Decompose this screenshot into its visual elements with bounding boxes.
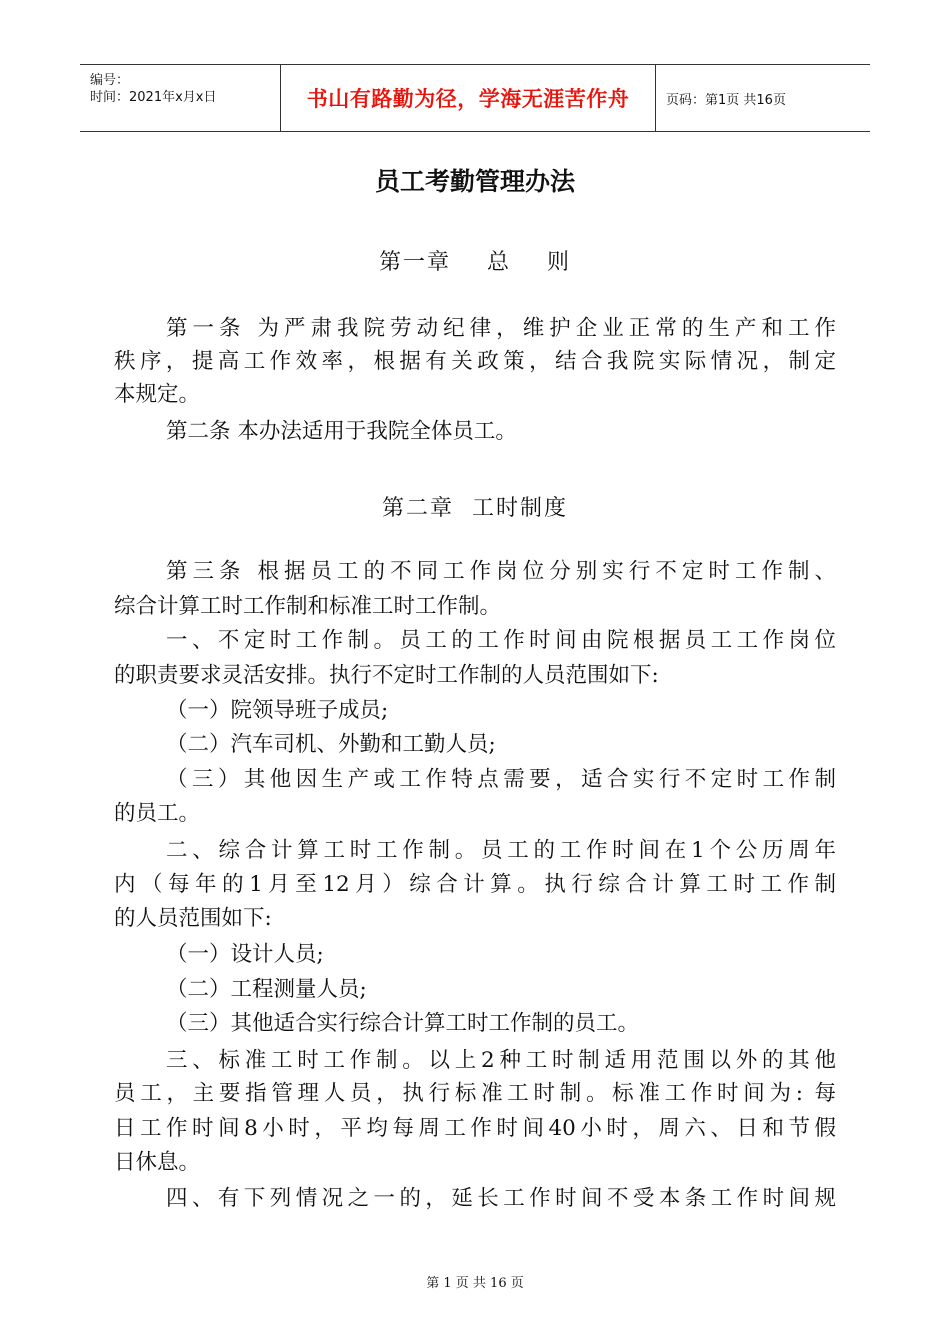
paragraph-line: 三、标准工时工作制。以上2种工时制适用范围以外的其他 <box>166 1048 836 1073</box>
motto-text: 书山有路勤为径，学海无涯苦作舟 <box>306 87 630 111</box>
paragraph-line: 本规定。 <box>114 382 201 407</box>
paragraph-line: 第二条 本办法适用于我院全体员工。 <box>166 419 517 444</box>
document-title: 员工考勤管理办法 <box>374 167 575 196</box>
chapter-heading-2: 第二章 工时制度 <box>382 496 568 521</box>
paragraph-line: 秩序，提高工作效率，根据有关政策，结合我院实际情况，制定 <box>114 349 836 374</box>
list-item: （二）汽车司机、外勤和工勤人员; <box>166 732 496 757</box>
list-item: （一）设计人员; <box>166 942 324 967</box>
page-info: 页码：第1页 共16页 <box>666 92 786 108</box>
list-item: （三）其他适合实行综合计算工时工作制的员工。 <box>166 1011 640 1036</box>
list-item: （二）工程测量人员; <box>166 977 367 1002</box>
paragraph-line: 二、综合计算工时工作制。员工的工作时间在1个公历周年 <box>166 838 836 863</box>
chapter-heading-1: 第一章 总 则 <box>379 250 571 275</box>
paragraph-line: 日工作时间8小时，平均每周工作时间40小时，周六、日和节假 <box>114 1116 836 1141</box>
paragraph-line: 综合计算工时工作制和标准工时工作制。 <box>114 594 502 619</box>
time-label: 时间：2021年x月x日 <box>90 90 217 105</box>
document-header <box>80 64 870 132</box>
header-meta-cell <box>80 65 280 131</box>
paragraph-line: 的员工。 <box>114 801 201 826</box>
paragraph-line: 四、有下列情况之一的，延长工作时间不受本条工作时间规 <box>166 1186 836 1211</box>
list-item: （三）其他因生产或工作特点需要，适合实行不定时工作制 <box>166 767 836 792</box>
paragraph-line: 第一条 为严肃我院劳动纪律，维护企业正常的生产和工作 <box>166 316 836 341</box>
paragraph-line: 的职责要求灵活安排。执行不定时工作制的人员范围如下: <box>114 663 659 688</box>
page-footer: 第 1 页 共 16 页 <box>426 1276 524 1291</box>
paragraph-line: 日休息。 <box>114 1150 201 1175</box>
list-item: （一）院领导班子成员; <box>166 698 389 723</box>
header-page-cell <box>656 65 870 131</box>
paragraph-line: 一、不定时工作制。员工的工作时间由院根据员工工作岗位 <box>166 628 836 653</box>
paragraph-line: 内（每年的1月至12月）综合计算。执行综合计算工时工作制 <box>114 872 836 897</box>
paragraph-line: 员工，主要指管理人员，执行标准工时制。标准工作时间为: 每 <box>114 1081 836 1106</box>
header-motto-cell <box>280 65 656 131</box>
serial-label: 编号： <box>90 73 130 88</box>
paragraph-line: 第三条 根据员工的不同工作岗位分别实行不定时工作制、 <box>166 559 836 584</box>
paragraph-line: 的人员范围如下: <box>114 906 272 931</box>
